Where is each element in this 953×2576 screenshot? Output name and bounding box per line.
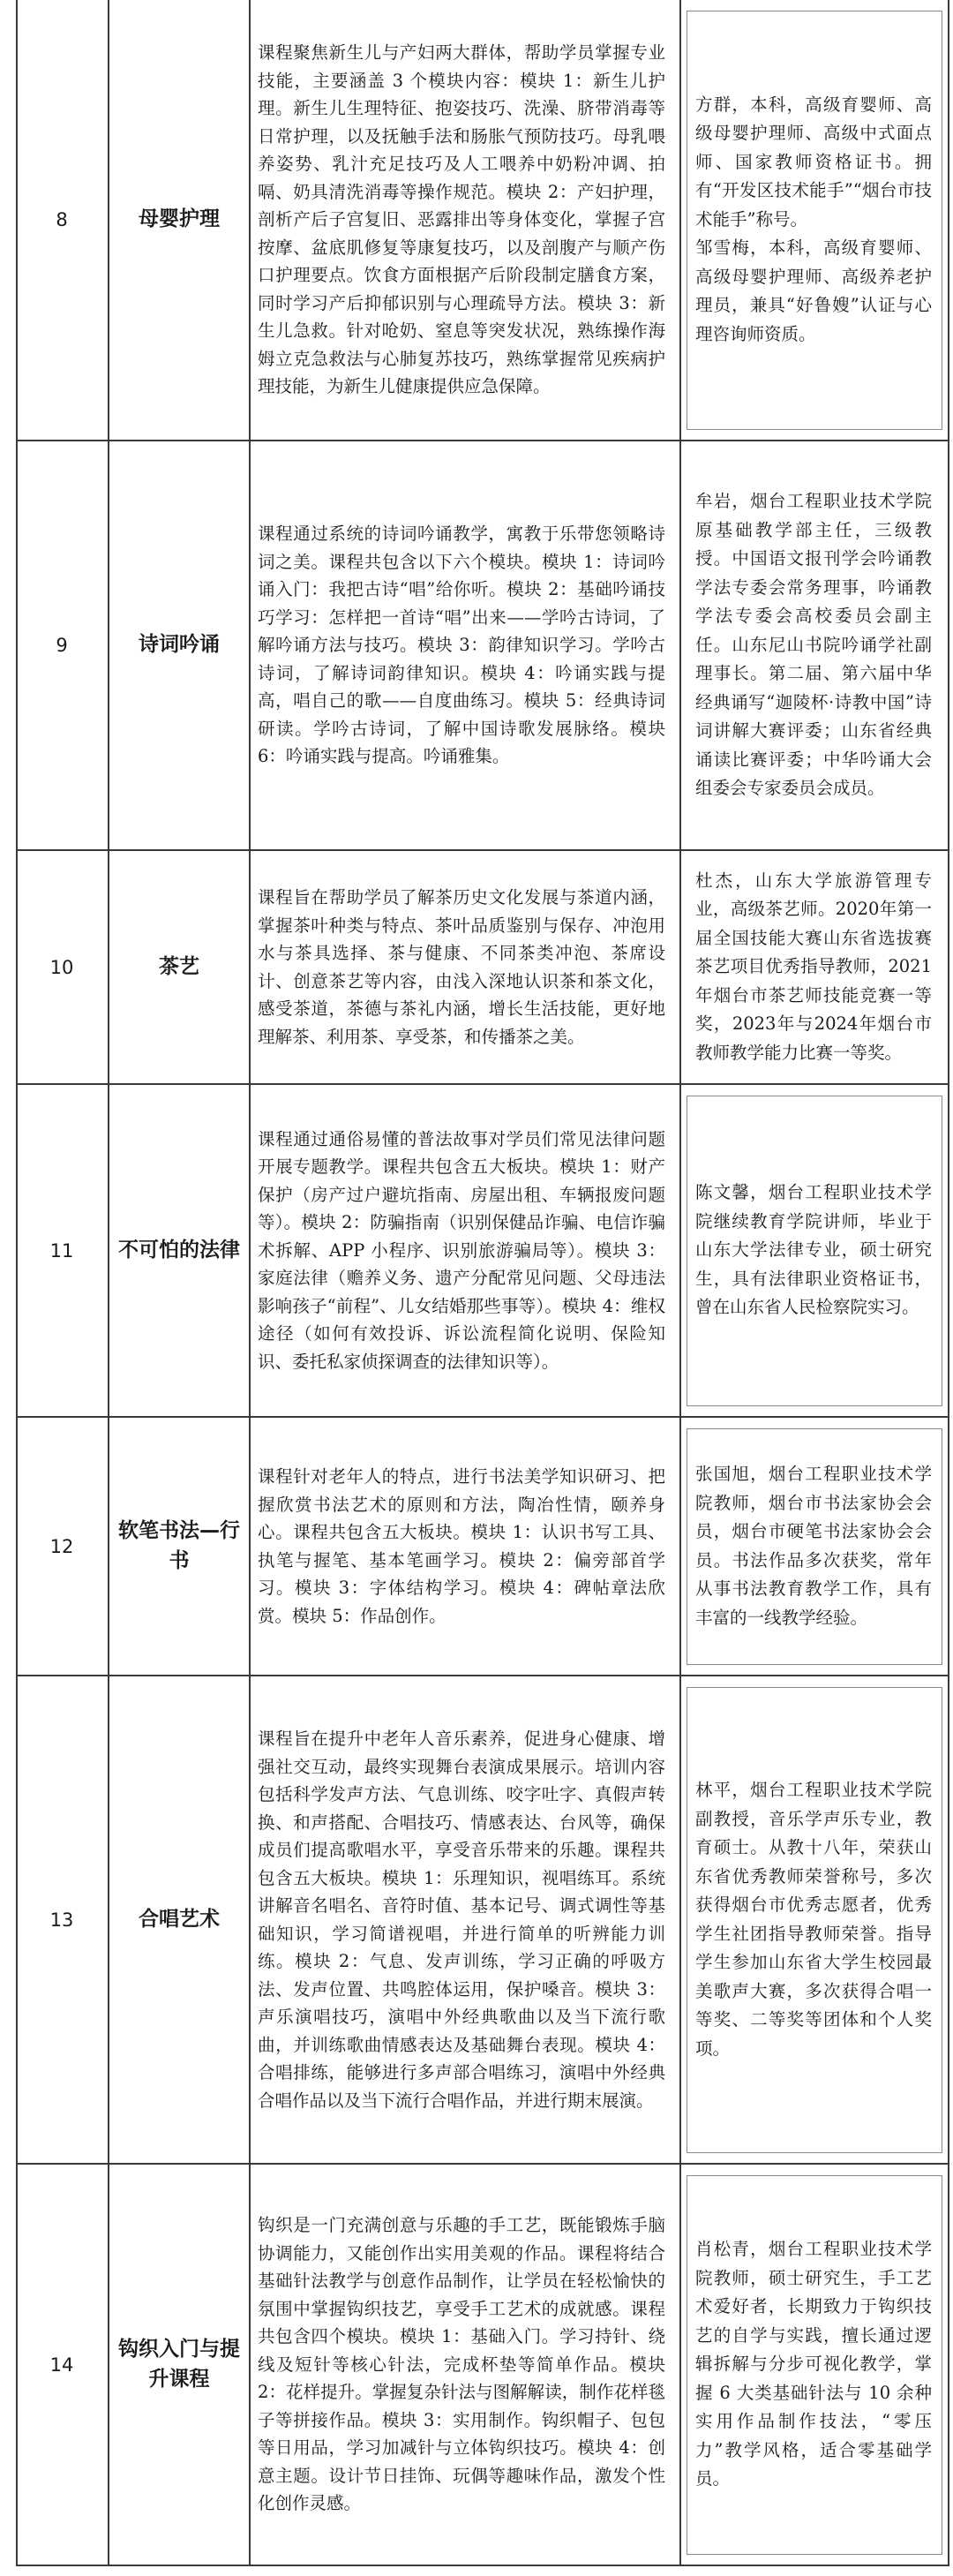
row-number: 9 [56, 635, 68, 656]
teacher-cell [694, 1676, 934, 2163]
course-description: 课程通过系统的诗词吟诵教学，寓教于乐带您领略诗词之美。课程共包含以下六个模块。模块 1：诗词吟诵入门：我把古诗“唱”给你听。模块 2：基础吟诵技巧学习：怎样把一首诗“唱”出来——学吟古诗词，了解吟诵方法与技巧。模块 3：韵律知识学习。学吟古诗词，了解诗词韵律知识。模块 4：吟诵实践与提高，唱自己的歌——自度曲练习。模块 5：经典诗词研读。学吟古诗词，了解中国诗歌发展脉络。模块 6：吟诵实践与提高。吟诵雅集。 [258, 523, 665, 767]
teacher-cell [694, 0, 934, 440]
course-description: 课程针对老年人的特点，进行书法美学知识研习、把握欣赏书法艺术的原则和方法，陶冶性情，颐养身心。课程共包含五大板块。模块 1：认识书写工具、执笔与握笔、基本笔画学习。模块 2：偏旁部首学习。模块 3：字体结构学习。模块 4：碑帖章法欣赏。模块 5：作品创作。 [258, 1466, 665, 1626]
course-name: 软笔书法—行书 [118, 1519, 240, 1572]
course-name: 母婴护理 [139, 207, 220, 231]
row-number: 10 [49, 956, 74, 978]
course-description-cell [256, 1676, 667, 2163]
teacher-info: 林平，烟台工程职业技术学院副教授，音乐学声乐专业，教育硕士。从教十八年，荣获山东省优秀教师荣誉称号，多次获得烟台市优秀志愿者，优秀学生社团指导教师荣誉。指导学生参加山东省大学生校园最美歌声大赛，多次获得合唱一等奖、二等奖等团体和个人奖项。 [695, 1780, 932, 2059]
table-row [0, 1085, 953, 1416]
grid-line-bottom [16, 2565, 949, 2566]
course-description: 钩织是一门充满创意与乐趣的手工艺，既能锻炼手脑协调能力，又能创作出实用美观的作品。课程将结合基础针法教学与创意作品制作，让学员在轻松愉快的氛围中掌握钩织技艺，享受手工艺术的成就感。课程共包含四个模块。模块 1：基础入门。学习持针、绕线及短针等核心针法，完成杯垫等简单作品。模块 2：花样提升。掌握复杂针法与图解解读，制作花样毯子等拼接作品。模块 3：实用制作。钩织帽子、包包等日用品，学习加减针与立体钩织技巧。模块 4：创意主题。设计节日挂饰、玩偶等趣味作品，激发个性化创作灵感。 [258, 2215, 665, 2514]
row-number: 8 [56, 209, 68, 230]
teacher-cell [694, 1085, 934, 1416]
table-row [0, 1418, 953, 1675]
table-row [0, 1676, 953, 2163]
course-description-cell [256, 2165, 667, 2565]
course-name: 茶艺 [159, 954, 199, 978]
course-description-cell [256, 0, 667, 440]
course-description: 课程聚焦新生儿与产妇两大群体，帮助学员掌握专业技能，主要涵盖 3 个模块内容：模块 1：新生儿护理。新生儿生理特征、抱姿技巧、洗澡、脐带消毒等日常护理，以及抚触手法和肠胀气预防技巧。母乳喂养姿势、乳汁充足技巧及人工喂养中奶粉冲调、拍嗝、奶具清洗消毒等操作规范。模块 2：产妇护理，剖析产后子宫复旧、恶露排出等身体变化，掌握子宫按摩、盆底肌修复等康复技巧，以及剖腹产与顺产伤口护理要点。饮食方面根据产后阶段制定膳食方案，同时学习产后抑郁识别与心理疏导方法。模块 3：新生儿急救。针对呛奶、窒息等突发状况，熟练操作海姆立克急救法与心肺复苏技巧，熟练掌握常见疾病护理技能，为新生儿健康提供应急保障。 [258, 42, 665, 397]
row-number: 14 [49, 2354, 74, 2376]
table-row [0, 0, 953, 440]
teacher-info: 牟岩，烟台工程职业技术学院原基础教学部主任，三级教授。中国语文报刊学会吟诵教学法专委会常务理事，吟诵教学法专委会高校委员会副主任。山东尼山书院吟诵学社副理事长。第二届、第六届中华经典诵写“迦陵杯·诗教中国”诗词讲解大赛评委；山东省经典诵读比赛评委；中华吟诵大会组委会专家委员会成员。 [695, 491, 932, 799]
teacher-info: 肖松青，烟台工程职业技术学院教师，硕士研究生，手工艺术爱好者，长期致力于钩织技艺的自学与实践，擅长通过逻辑拆解与分步可视化教学，掌握 6 大类基础针法与 10 余种实用作品制作技法，“零压力”教学风格，适合零基础学员。 [695, 2239, 932, 2489]
course-description-cell [256, 851, 667, 1083]
teacher-cell [694, 1418, 934, 1675]
table-row [0, 441, 953, 849]
row-number: 12 [49, 1535, 74, 1557]
teacher-info: 陈文馨，烟台工程职业技术学院继续教育学院讲师，毕业于山东大学法律专业，硕士研究生，具有法律职业资格证书，曾在山东省人民检察院实习。 [695, 1182, 932, 1318]
row-number: 11 [49, 1239, 74, 1262]
course-name: 钩织入门与提升课程 [118, 2338, 240, 2391]
course-name: 合唱艺术 [139, 1907, 220, 1931]
course-description-cell [256, 1085, 667, 1416]
course-description: 课程旨在提升中老年人音乐素养，促进身心健康、增强社交互动，最终实现舞台表演成果展示。培训内容包括科学发声方法、气息训练、咬字吐字、真假声转换、和声搭配、合唱技巧、情感表达、台风等，确保成员们提高歌唱水平，享受音乐带来的乐趣。课程共包含五大板块。模块 1：乐理知识，视唱练耳。系统讲解音名唱名、音符时值、基本记号、调式调性等基础知识，学习简谱视唱，并进行简单的听辨能力训练。模块 2：气息、发声训练，学习正确的呼吸方法、发声位置、共鸣腔体运用，保护嗓音。模块 3：声乐演唱技巧，演唱中外经典歌曲以及当下流行歌曲，并训练歌曲情感表达及基础舞台表现。模块 4：合唱排练，能够进行多声部合唱练习，演唱中外经典合唱作品以及当下流行合唱作品，并进行期末展演。 [258, 1729, 665, 2111]
table-row [0, 851, 953, 1083]
row-number: 13 [49, 1909, 74, 1931]
teacher-info: 方群，本科，高级育婴师、高级母婴护理师、高级中式面点师、国家教师资格证书。拥有“开发区技术能手”“烟台市技术能手”称号。 邹雪梅，本科，高级育婴师、高级母婴护理师、高级养老护理员，兼具“好鲁嫂”认证与心理咨询师资质。 [695, 94, 932, 344]
course-description: 课程通过通俗易懂的普法故事对学员们常见法律问题开展专题教学。课程共包含五大板块。模块 1：财产保护（房产过户避坑指南、房屋出租、车辆报废问题等）。模块 2：防骗指南（识别保健品诈骗、电信诈骗术拆解、APP 小程序、识别旅游骗局等）。模块 3：家庭法律（赡养义务、遗产分配常见问题、父母违法影响孩子“前程”、儿女结婚那些事等）。模块 4：维权途径（如何有效投诉、诉讼流程简化说明、保险知识、委托私家侦探调查的法律知识等）。 [258, 1128, 665, 1372]
course-name: 不可怕的法律 [118, 1238, 240, 1262]
course-description-cell [256, 441, 667, 849]
teacher-cell [694, 851, 934, 1083]
course-description: 课程旨在帮助学员了解茶历史文化发展与茶道内涵，掌握茶叶种类与特点、茶叶品质鉴别与保存、冲泡用水与茶具选择、茶与健康、不同茶类冲泡、茶席设计、创意茶艺等内容，由浅入深地认识茶和茶文化，感受茶道，茶德与茶礼内涵，增长生活技能，更好地理解茶、利用茶、享受茶，和传播茶之美。 [258, 887, 665, 1047]
teacher-cell [694, 441, 934, 849]
teacher-info: 张国旭，烟台工程职业技术学院教师，烟台市书法家协会会员，烟台市硬笔书法家协会会员。书法作品多次获奖，常年从事书法教育教学工作，具有丰富的一线教学经验。 [695, 1464, 932, 1628]
teacher-cell [694, 2165, 934, 2565]
teacher-info: 杜杰，山东大学旅游管理专业，高级茶艺师。2020年第一届全国技能大赛山东省选拔赛茶艺项目优秀指导教师，2021 年烟台市茶艺师技能竞赛一等奖，2023年与2024年烟台市教师教学能力比赛一等奖。 [695, 870, 932, 1063]
course-description-cell [256, 1418, 667, 1675]
table-row [0, 2165, 953, 2565]
course-name: 诗词吟诵 [139, 633, 220, 657]
